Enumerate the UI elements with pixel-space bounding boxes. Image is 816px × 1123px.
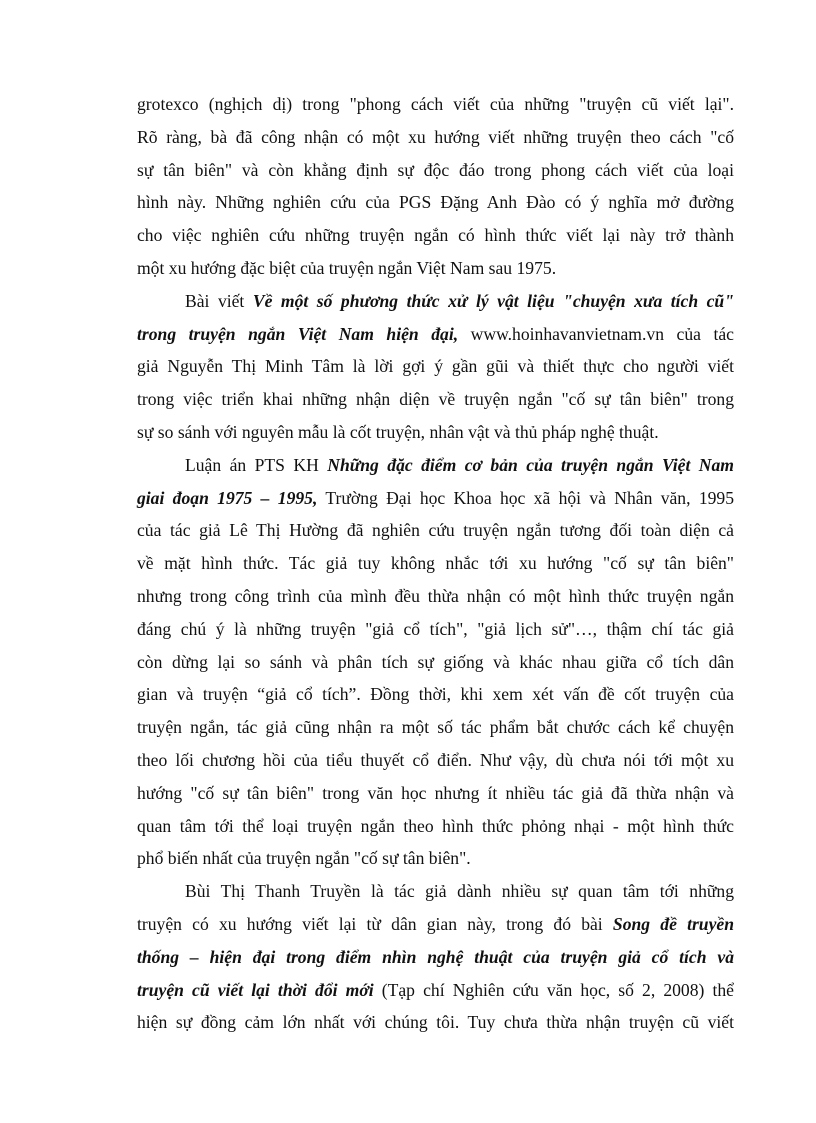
text-line [137, 580, 734, 613]
text-line [137, 1006, 734, 1039]
article-title-run: thống – hiện đại trong điểm nhìn nghệ thuật của truyện giả cổ tích và [137, 946, 734, 967]
text-line [137, 154, 734, 187]
text-line [137, 810, 734, 843]
text-line [137, 252, 734, 285]
text-run: Luận án PTS KH [185, 454, 328, 475]
text-run: gian và truyện “giả cổ tích”. Đồng thời, khi xem xét vấn đề cốt truyện của [137, 684, 734, 705]
text-run: đáng chú ý là những truyện "giả cổ tích", "giả lịch sử"…, thậm chí tác giả [137, 618, 734, 639]
text-line [137, 383, 734, 416]
text-run: hướng "cố sự tân biên" trong văn học nhưng ít nhiều tác giả đã thừa nhận và [137, 782, 734, 803]
text-run: một xu hướng đặc biệt của truyện ngắn Việt Nam sau 1975. [137, 257, 557, 278]
paragraph-3 [137, 449, 734, 875]
text-line [137, 678, 734, 711]
paragraph-2 [137, 285, 734, 449]
text-run: hiện sự đồng cảm lớn nhất với chúng tôi. Tuy chưa thừa nhận truyện cũ viết [137, 1012, 734, 1033]
text-line [137, 744, 734, 777]
text-line [137, 416, 734, 449]
article-title-run: trong truyện ngắn Việt Nam hiện đại, [137, 323, 459, 344]
text-run: sự tân biên" và còn khẳng định sự độc đáo trong phong cách viết của loại [137, 159, 734, 180]
text-line [137, 646, 734, 679]
text-line [137, 908, 734, 941]
text-run: grotexco (nghịch dị) trong "phong cách viết của những "truyện cũ viết lại". [137, 94, 734, 114]
text-line [137, 350, 734, 383]
text-line [137, 842, 734, 875]
text-run: Bùi Thị Thanh Truyền là tác giả dành nhiều sự quan tâm tới những [185, 881, 734, 902]
text-run: còn dừng lại so sánh và phân tích sự giống và khác nhau giữa cổ tích dân [137, 651, 734, 672]
text-line [137, 711, 734, 744]
text-line [137, 514, 734, 547]
text-run: sự so sánh với nguyên mẫu là cốt truyện, nhân vật và thủ pháp nghệ thuật. [137, 421, 659, 442]
text-run: của tác giả Lê Thị Hường đã nghiên cứu truyện ngắn tương đối toàn diện cả [137, 520, 734, 541]
text-run: phổ biến nhất của truyện ngắn "cố sự tân biên". [137, 848, 471, 869]
text-run: truyện ngắn, tác giả cũng nhận ra một số tác phẩm bắt chước cách kể chuyện [137, 717, 734, 738]
text-line [137, 121, 734, 154]
text-run: Trường Đại học Khoa học xã hội và Nhân văn, 1995 [317, 487, 735, 508]
text-line [137, 547, 734, 580]
text-run: về mặt hình thức. Tác giả tuy không nhắc tới xu hướng "cố sự tân biên" [137, 553, 734, 574]
text-run: Rõ ràng, bà đã công nhận có một xu hướng viết những truyện theo cách "cố [137, 126, 734, 147]
text-line [137, 777, 734, 810]
text-line [137, 974, 734, 1007]
text-run: giả Nguyễn Thị Minh Tâm là lời gợi ý gần gũi và thiết thực cho người viết [137, 356, 734, 377]
text-run: Bài viết [185, 290, 253, 311]
paragraph-1 [137, 88, 734, 285]
text-line [137, 941, 734, 974]
text-line [137, 285, 734, 318]
text-run: nhưng trong công trình của mình đều thừa nhận có một hình thức truyện ngắn [137, 585, 734, 606]
article-title-run: Về một số phương thức xử lý vật liệu "chuyện xưa tích cũ" [252, 290, 734, 311]
article-title-run: truyện cũ viết lại thời đổi mới [137, 979, 374, 1000]
text-line [137, 318, 734, 351]
text-run: cho việc nghiên cứu những truyện ngắn có hình thức viết lại này trở thành [137, 225, 734, 246]
text-run: (Tạp chí Nghiên cứu văn học, số 2, 2008) thể [373, 979, 734, 1000]
thesis-title-run: Những đặc điểm cơ bản của truyện ngắn Việt Nam [327, 454, 734, 475]
text-line [137, 482, 734, 515]
text-run: truyện có xu hướng viết lại từ dân gian này, trong đó bài [137, 913, 613, 934]
thesis-title-run: giai đoạn 1975 – 1995, [137, 487, 318, 508]
text-line [137, 613, 734, 646]
text-run: www.hoinhavanvietnam.vn của tác [458, 323, 734, 344]
article-title-run: Song đề truyền [612, 913, 734, 934]
paragraph-4 [137, 875, 734, 1039]
text-run: theo lối chương hồi của tiểu thuyết cổ điển. Như vậy, dù chưa nói tới một xu [137, 749, 734, 770]
text-run: quan tâm tới thể loại truyện ngắn theo hình thức phỏng nhại - một hình thức [137, 815, 734, 836]
text-line [137, 219, 734, 252]
text-line [137, 875, 734, 908]
text-line [137, 186, 734, 219]
document-page [137, 88, 734, 1039]
text-line [137, 88, 734, 121]
text-run: trong việc triển khai những nhận diện về truyện ngắn "cố sự tân biên" trong [137, 389, 734, 410]
text-line [137, 449, 734, 482]
text-run: hình này. Những nghiên cứu của PGS Đặng Anh Đào có ý nghĩa mở đường [137, 192, 734, 213]
